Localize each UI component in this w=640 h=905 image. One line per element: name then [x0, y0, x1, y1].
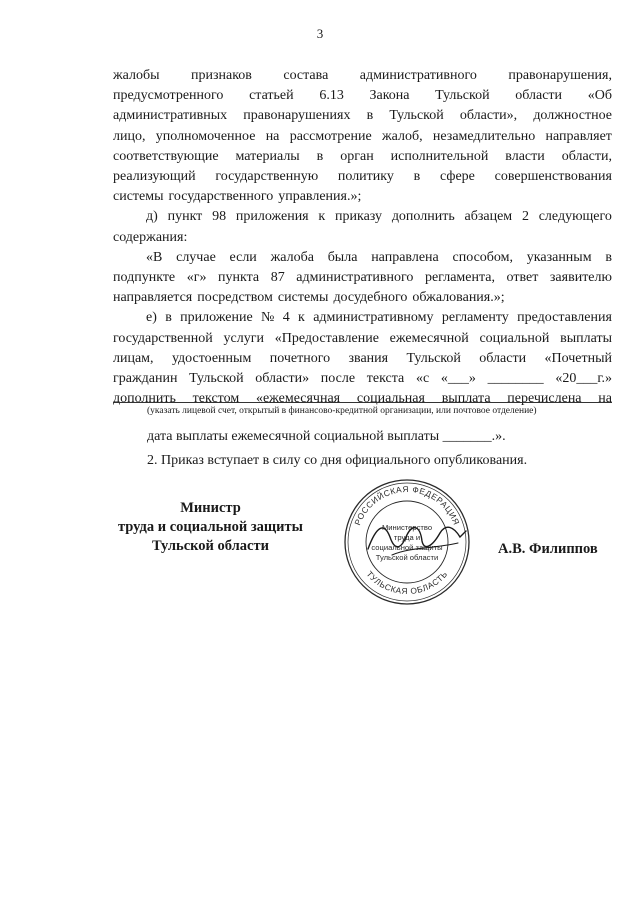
body-word: области, [561, 148, 612, 164]
body-word: «Почетный [544, 350, 612, 366]
body-word: государственную [215, 169, 319, 185]
body-line [113, 147, 612, 167]
body-line [113, 228, 612, 248]
seal-inner-line: социальной защиты [371, 543, 443, 552]
body-word: подпункте [113, 270, 176, 286]
body-word: абзацем [464, 209, 513, 225]
body-word: исполнительной [390, 148, 489, 164]
seal-inner-line: труда и [393, 533, 421, 542]
body-line [113, 207, 612, 227]
body-word: направляется [113, 290, 193, 306]
body-word: удостоенным [171, 350, 252, 366]
body-word: 4 [282, 310, 290, 326]
body-word: государственного [168, 189, 274, 205]
body-word: была [327, 249, 358, 265]
body-word: приложения [235, 209, 309, 225]
body-word: системы [277, 290, 329, 306]
body-line [113, 308, 612, 328]
body-word: в [165, 310, 172, 326]
body-word: правонарушениях [243, 108, 351, 124]
seal-inner-line: Министерство [381, 523, 433, 532]
body-line [113, 127, 612, 147]
body-word: административному [313, 310, 434, 326]
payment-date-line: дата выплаты ежемесячной социальной выплаты _______.». [147, 429, 506, 444]
body-word: почетного [269, 350, 331, 366]
body-word: текстом [192, 391, 240, 407]
body-word: Тульской [389, 108, 444, 124]
body-word: административного [296, 270, 414, 286]
body-word: Тульской [189, 371, 244, 387]
body-word: 2 [521, 209, 529, 225]
body-word: административных [113, 108, 228, 124]
page-number: 3 [316, 26, 324, 41]
handwritten-signature [362, 507, 472, 567]
body-word: случае [176, 249, 216, 265]
body-word: жалобы [113, 68, 160, 83]
body-word: перечислена [507, 391, 582, 407]
body-word: выплата [441, 391, 491, 407]
body-word: «20___г.» [555, 371, 612, 387]
body-word: содержания: [113, 229, 188, 245]
body-word: совершенствования [494, 169, 612, 185]
body-word: состава [283, 68, 329, 83]
body-word: «г» [186, 270, 207, 286]
body-word: социальной [479, 330, 550, 346]
body-word: пункт [167, 209, 203, 225]
body-word: жалоб, [382, 128, 423, 144]
body-word: признаков [190, 68, 252, 83]
body-word: 87 [270, 270, 285, 286]
effective-date-clause: 2. Приказ вступает в силу со дня официального опубликования. [147, 453, 528, 468]
body-line [113, 167, 612, 187]
body-line [113, 86, 612, 106]
body-word: направляет [545, 128, 612, 144]
body-line [113, 106, 612, 126]
signer-name: А.В. Филиппов [498, 541, 598, 557]
body-word: «В [146, 249, 163, 265]
body-word: государственной [113, 330, 213, 346]
body-word: приказу [335, 209, 383, 225]
body-word: следующего [538, 209, 612, 225]
signer-title-line: Министр [180, 500, 241, 516]
body-word: способом, [452, 249, 513, 265]
body-word: № [261, 310, 275, 326]
body-word: к [298, 310, 305, 326]
body-word: «с [415, 371, 430, 387]
body-word: предусмотренного [113, 88, 224, 104]
body-word: досудебного [333, 290, 408, 306]
body-word: е) [146, 310, 157, 326]
fill-in-line [113, 402, 612, 403]
body-word: лицам, [113, 350, 154, 366]
body-word: приложение [180, 310, 253, 326]
body-word: административного [359, 68, 477, 83]
body-word: в [366, 108, 374, 124]
body-word: указанным [526, 249, 592, 265]
body-word: «___» [440, 371, 476, 387]
body-word: д) [146, 209, 158, 225]
body-line [113, 187, 612, 207]
body-word: «ежемесячная [255, 391, 341, 407]
body-word: ________ [487, 371, 544, 387]
body-word: 6.13 [319, 88, 344, 104]
body-word: дополнить [391, 209, 455, 225]
fill-in-hint: (указать лицевой счет, открытый в финансово-кредитной организации, или почтовое отделение) [147, 406, 537, 416]
body-word: регламенту [441, 310, 509, 326]
body-word: Закона [369, 88, 410, 104]
body-word: заявителю [549, 270, 612, 286]
body-line [113, 248, 612, 268]
body-word: в [413, 169, 421, 185]
body-line [113, 288, 612, 308]
body-word: в [605, 249, 612, 265]
body-word: предоставления [517, 310, 612, 326]
body-word: области [479, 350, 527, 366]
seal-bottom-text: ТУЛЬСКАЯ ОБЛАСТЬ [364, 568, 450, 597]
body-word: «Об [587, 88, 612, 104]
body-word: области», [459, 108, 518, 124]
body-word: «Предоставление [274, 330, 379, 346]
seal-top-text: РОССИЙСКАЯ ФЕДЕРАЦИЯ [352, 483, 462, 527]
body-word: звания [348, 350, 389, 366]
body-word: в [316, 148, 324, 164]
body-word: текста [366, 371, 405, 387]
body-word: статьей [249, 88, 294, 104]
body-word: Тульской [406, 350, 461, 366]
body-word: соответствующие [113, 148, 219, 164]
body-word: материалы [235, 148, 300, 164]
body-word: незамедлительно [432, 128, 536, 144]
body-line [113, 268, 612, 288]
body-word: орган [340, 148, 374, 164]
body-word: к [318, 209, 326, 225]
body-word: ответ [506, 270, 539, 286]
body-word: уполномоченное [155, 128, 256, 144]
body-word: гражданин [113, 371, 178, 387]
body-word: регламента, [424, 270, 495, 286]
body-word: ежемесячной [389, 330, 469, 346]
body-word: на [265, 128, 280, 144]
body-word: управления.»; [278, 189, 362, 205]
body-word: посредством [197, 290, 273, 306]
body-word: дополнить [113, 391, 176, 407]
body-word: жалоба [270, 249, 314, 265]
body-word: политику [337, 169, 394, 185]
body-word: должностное [533, 108, 612, 124]
body-word: сфере [439, 169, 475, 185]
body-word: власти [505, 148, 545, 164]
body-word: услуги [223, 330, 264, 346]
signer-title-line: Тульской области [152, 538, 269, 554]
signer-title [108, 499, 313, 556]
body-word: на [598, 391, 612, 407]
body-line [113, 66, 612, 86]
body-word: 98 [212, 209, 227, 225]
body-word: после [320, 371, 356, 387]
body-word: лицо, [113, 128, 146, 144]
body-word: рассмотрение [289, 128, 372, 144]
body-line [113, 349, 612, 369]
body-word: пункта [218, 270, 260, 286]
body-word: правонарушения, [508, 68, 612, 83]
body-word: направлена [371, 249, 439, 265]
body-word: обжалования.»; [412, 290, 505, 306]
body-word: если [229, 249, 257, 265]
body-word: социальная [356, 391, 425, 407]
body-word: области [515, 88, 563, 104]
body-word: выплаты [560, 330, 612, 346]
signer-title-line: труда и социальной защиты [118, 519, 303, 535]
body-word: системы [113, 189, 164, 205]
seal-inner-line: Тульской области [375, 553, 439, 562]
body-word: области» [255, 371, 310, 387]
body-text [113, 66, 612, 409]
body-line [113, 369, 612, 389]
body-word: реализующий [113, 169, 196, 185]
body-word: Тульской [435, 88, 490, 104]
body-line [113, 329, 612, 349]
